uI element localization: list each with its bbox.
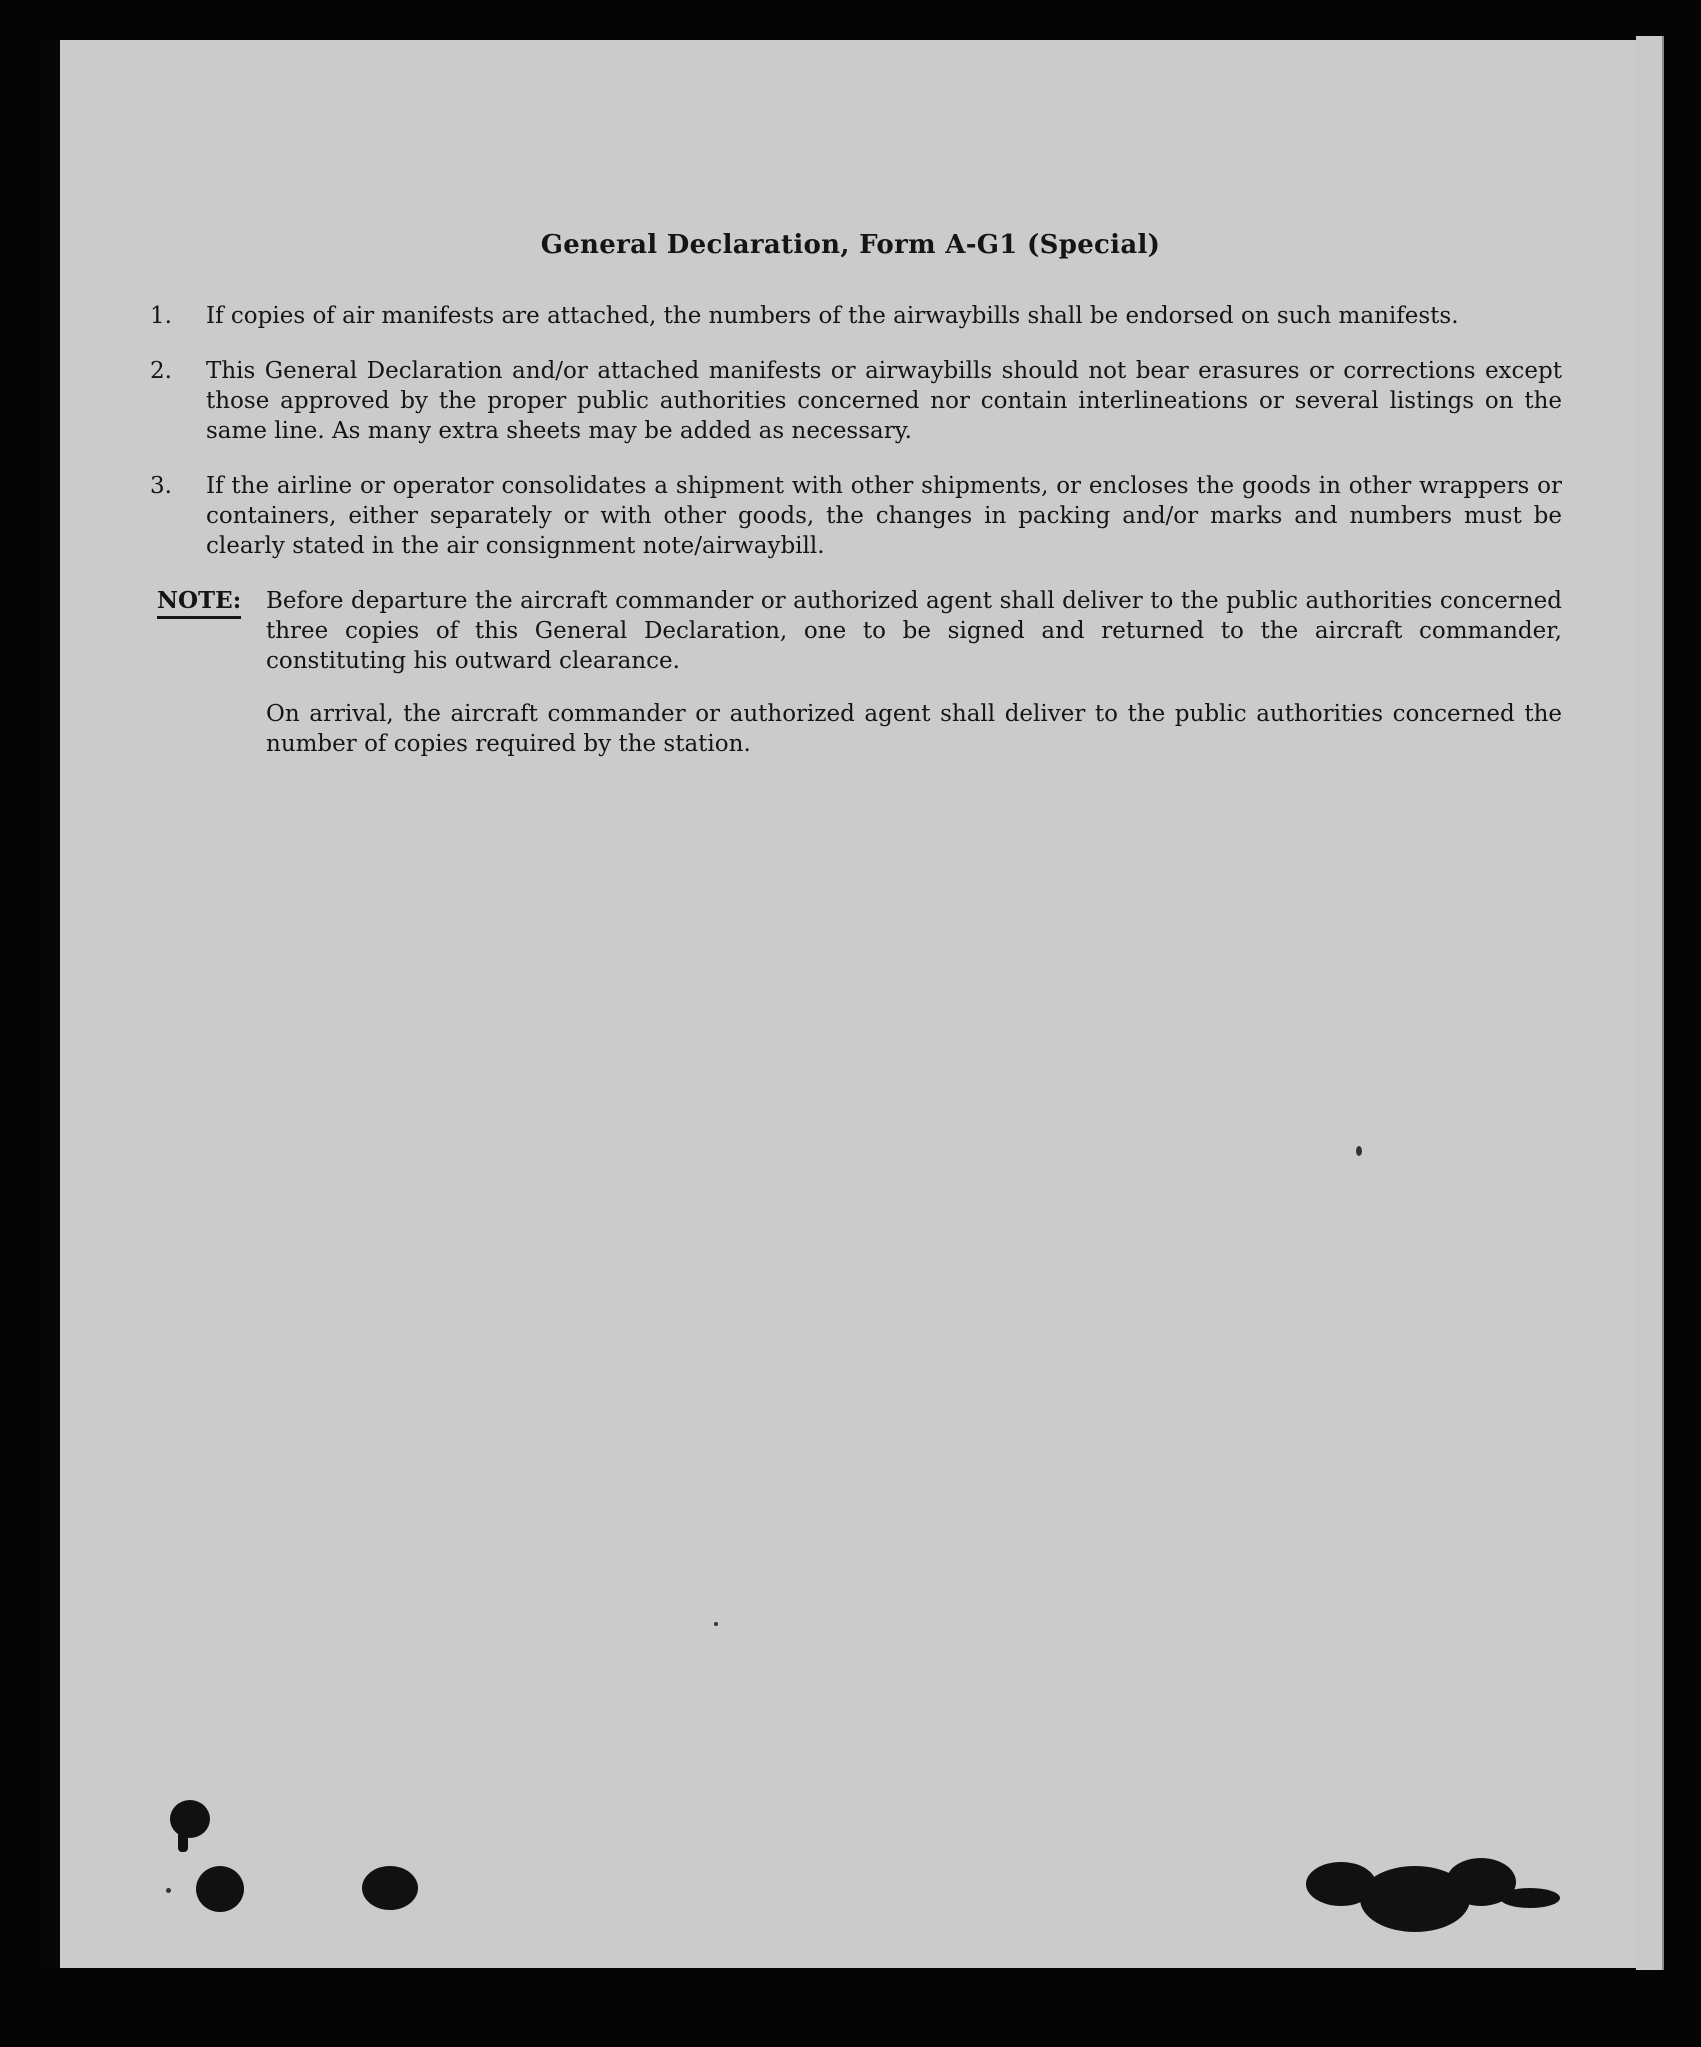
ink-blot: [170, 1800, 210, 1838]
scan-speck: [714, 1622, 718, 1626]
ink-blot: [196, 1866, 244, 1912]
document-title: General Declaration, Form A-G1 (Special): [540, 230, 1161, 260]
list-item-text: If copies of air manifests are attached, the numbers of the airwaybills shall be endorsed on such manifests.: [206, 303, 1459, 329]
list-item-2: [150, 356, 1562, 446]
list-item-text: If the airline or operator consolidates a shipment with other shipments, or encloses the goods in other wrappers or containers, either separately or with other goods, the changes in packing and/or marks and numbers must be clearly stated in the air consignment note/airwaybill.: [206, 473, 1562, 559]
scan-speck: [166, 1888, 171, 1893]
ink-blot: [362, 1866, 418, 1910]
list-item-3: [150, 471, 1562, 561]
ink-blot: [178, 1832, 188, 1852]
scan-speck: [1356, 1146, 1362, 1156]
list-item-text: This General Declaration and/or attached manifests or airwaybills should not bear erasures or corrections except those approved by the proper public authorities concerned nor contain interlineations or several listings on the same line. As many extra sheets may be added as necessary.: [206, 358, 1562, 444]
list-item-number: 2.: [150, 358, 172, 384]
note-paragraph-1: Before departure the aircraft commander or authorized agent shall deliver to the public authorities concerned three copies of this General Declaration, one to be signed and returned to the aircraft commander, constituting his outward clearance.: [266, 588, 1562, 674]
note-paragraph-2: On arrival, the aircraft commander or authorized agent shall deliver to the public authorities concerned the number of copies required by the station.: [266, 701, 1562, 757]
list-item-number: 1.: [150, 303, 172, 329]
ink-blot: [1500, 1888, 1560, 1908]
list-item-1: [150, 301, 1562, 331]
list-item-number: 3.: [150, 473, 172, 499]
note-label: NOTE:: [157, 586, 241, 619]
page-right-edge: [1636, 36, 1664, 1970]
